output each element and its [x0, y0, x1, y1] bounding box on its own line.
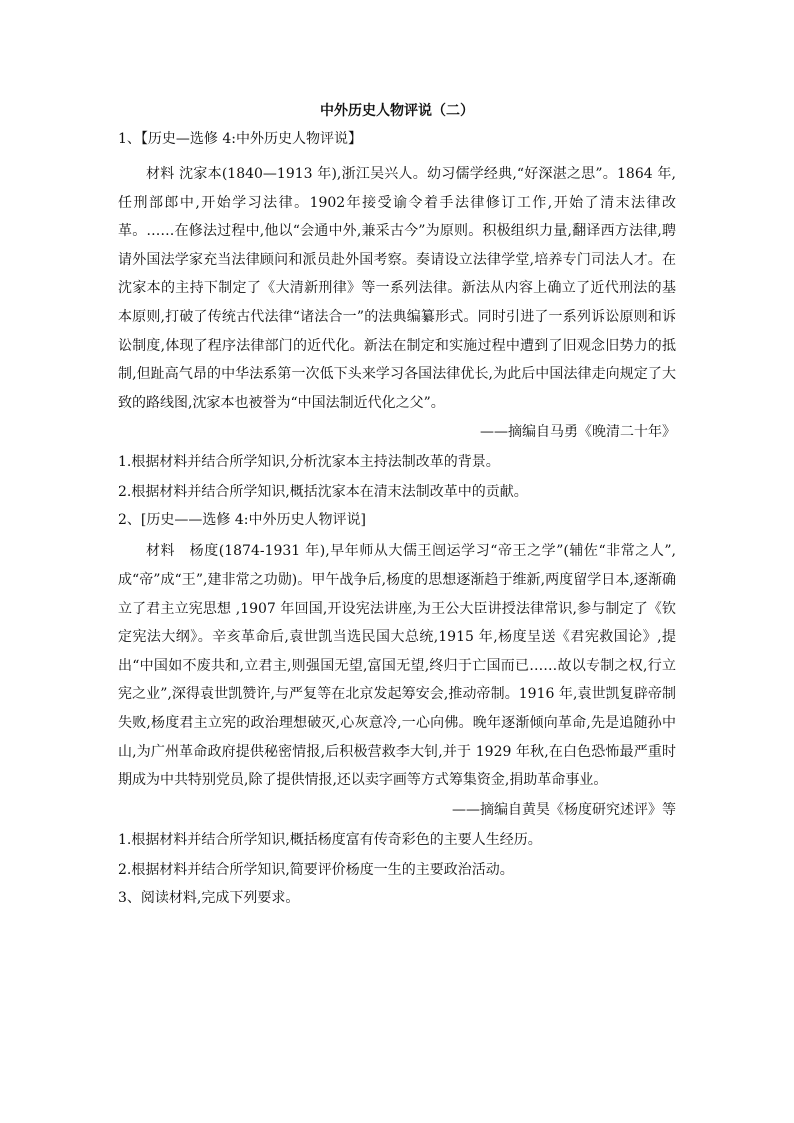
question-2-material: 材料 杨度(1874-1931 年),早年师从大儒王闿运学习“帝王之学”(辅佐“非常之人”,成“帝”成“王”,建非常之功勋)。甲午战争后,杨度的思想逐渐趋于维新,两度留学日本,逐渐确立了君主立宪思想 ,1907 年回国,开设宪法讲座,为王公大臣讲授法律常识,参与制定了《钦定宪法大纲》。辛亥革命后,袁世凯当选民国大总统,1915 年,杨度呈送《君宪救国论》,提出“中国如不废共和,立君主,则强国无望,富国无望,终归于亡国而已……故以专制之权,行立宪之业”,深得袁世凯赞许,与严复等在北京发起筹安会,推动帝制。1916 年,袁世凯复辟帝制失败,杨度君主立宪的政治理想破灭,心灰意冷,一心向佛。晚年逐渐倾向革命,先是追随孙中山,为广州革命政府提供秘密情报,后积极营救李大钊,并于 1929 年秋,在白色恐怖最严重时期成为中共特别党员,除了提供情报,还以卖字画等方式筹集资金,捐助革命事业。 — [118, 543, 676, 789]
document-title: 中外历史人物评说（二） — [320, 103, 474, 119]
question-2-source: ——摘编自黄昊《杨度研究述评》等 — [452, 801, 676, 818]
question-1 — [118, 126, 676, 507]
question-2-sub-1: 1.根据材料并结合所学知识,概括杨度富有传奇彩色的主要人生经历。 — [118, 831, 542, 848]
question-1-sub-1: 1.根据材料并结合所学知识,分析沈家本主持法制改革的背景。 — [118, 454, 500, 471]
question-1-material: 材料 沈家本(1840—1913 年),浙江吴兴人。幼习儒学经典,“好深湛之思”。1864 年,任刑部郎中,开始学习法律。1902年接受谕令着手法律修订工作,开始了清末法律改革。……在修法过程中,他以“会通中外,兼采古今”为原则。积极组织力量,翻译西方法律,聘请外国法学家充当法律顾问和派员赴外国考察。奏请设立法律学堂,培养专门司法人才。在沈家本的主持下制定了《大清新刑律》等一系列法律。新法从内容上确立了近代刑法的基本原则,打破了传统古代法律“诸法合一”的法典编纂形式。同时引进了一系列诉讼原则和诉讼制度,体现了程序法律部门的近代化。新法在制定和实施过程中遭到了旧观念旧势力的抵制,但趾高气昂的中华法系第一次低下头来学习各国法律优长,为此后中国法律走向规定了大致的路线图,沈家本也被誉为“中国法制近代化之父”。 — [118, 166, 676, 411]
question-2-sub-2: 2.根据材料并结合所学知识,简要评价杨度一生的主要政治活动。 — [118, 861, 514, 878]
question-1-sub-2: 2.根据材料并结合所学知识,概括沈家本在清末法制改革中的贡献。 — [118, 484, 528, 501]
question-1-heading: 1、【历史—选修 4:中外历史人物评说】 — [118, 131, 362, 147]
document-page — [118, 100, 676, 911]
question-2 — [118, 507, 676, 884]
question-2-heading: 2、[历史——选修 4:中外历史人物评说] — [118, 512, 366, 529]
question-3 — [118, 885, 676, 911]
question-3-heading: 3、阅读材料,完成下列要求。 — [118, 889, 300, 906]
question-1-source: ——摘编自马勇《晚清二十年》 — [480, 424, 676, 441]
